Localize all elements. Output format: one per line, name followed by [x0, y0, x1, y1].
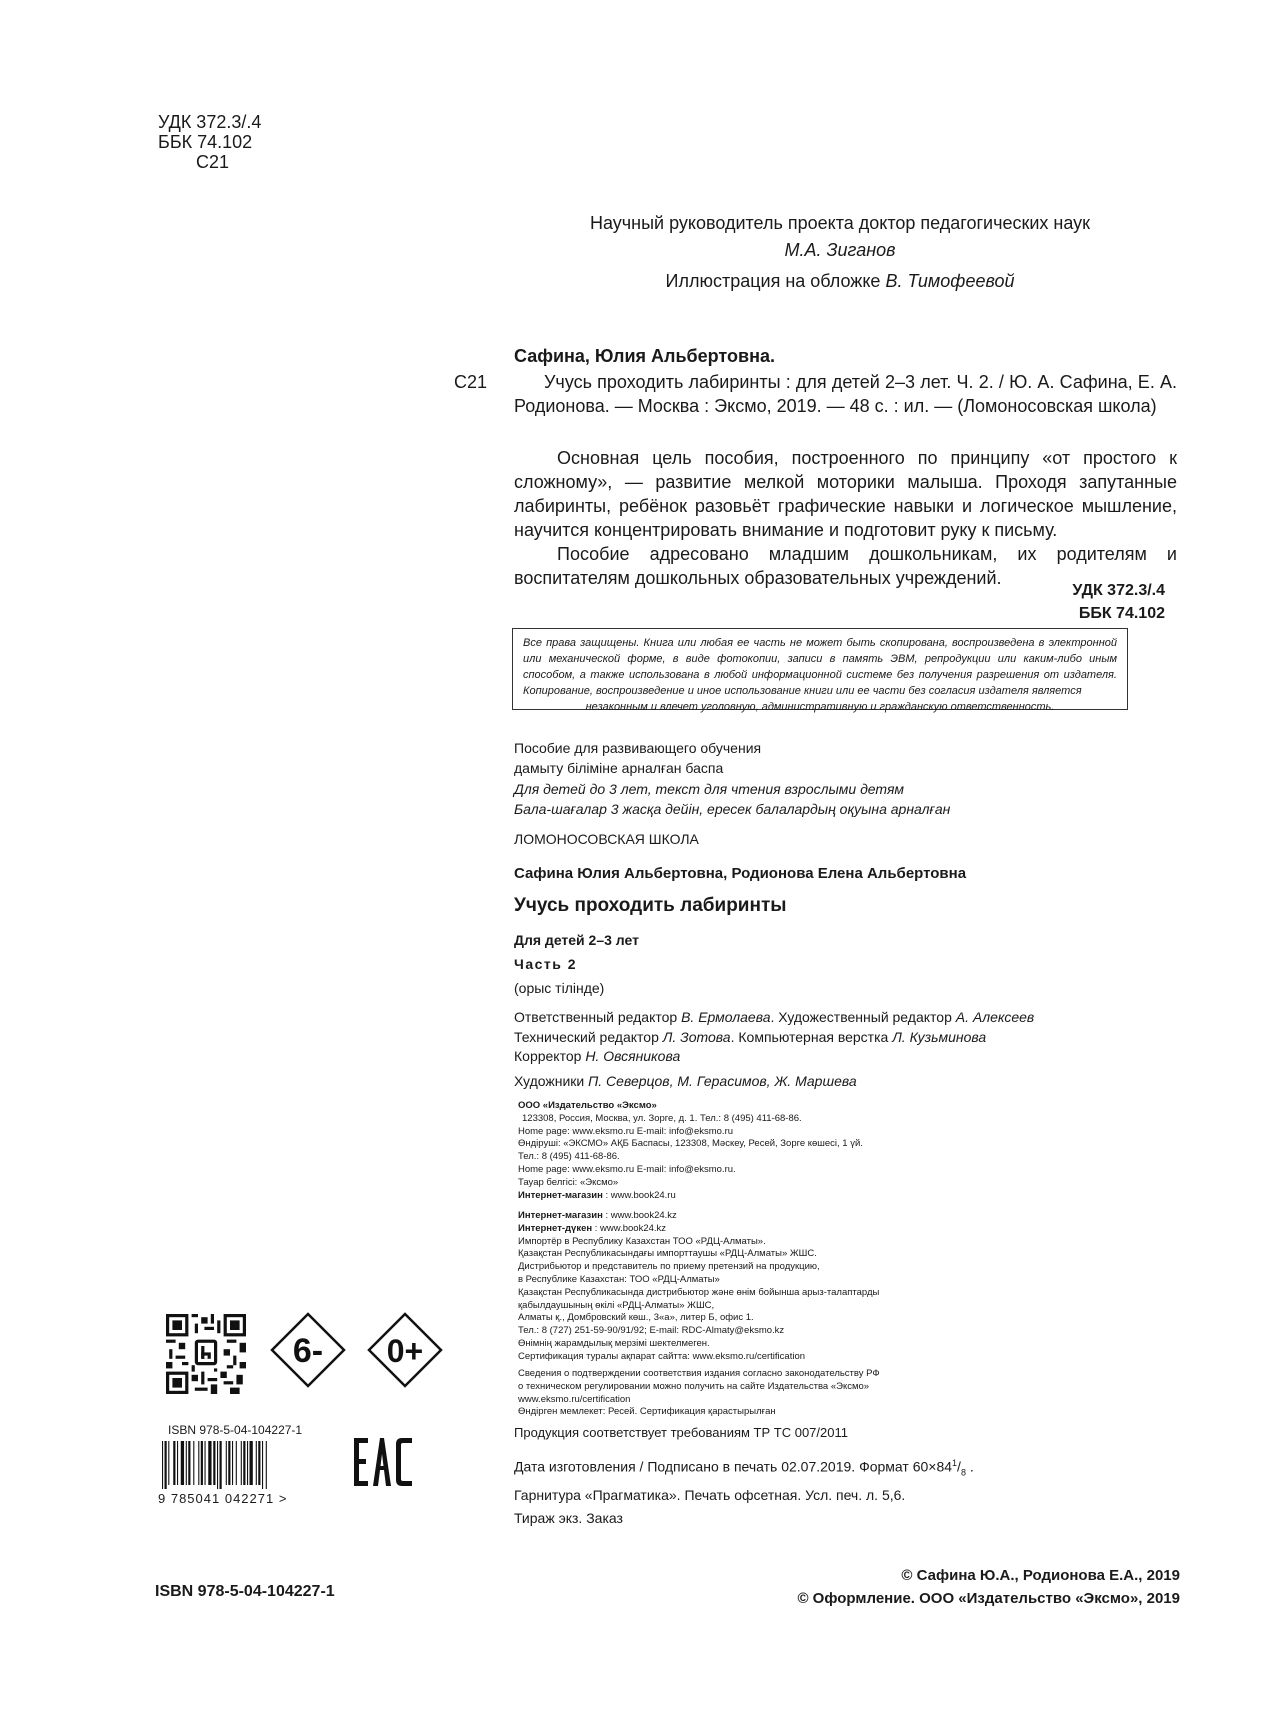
barcode-bar — [213, 1441, 215, 1485]
print-date-format: Дата изготовления / Подписано в печать 02.07.2019. Формат 60 — [514, 1458, 929, 1475]
editor-label: Ответственный редактор — [514, 1009, 682, 1025]
barcode-bar — [181, 1441, 184, 1485]
authors-line: Сафина Юлия Альбертовна, Родионова Елена Альбертовна — [514, 865, 967, 882]
format-height: 84 — [936, 1458, 953, 1475]
bib-classification — [940, 579, 1165, 625]
barcode-bar — [201, 1441, 203, 1485]
cover-illustration-credit — [520, 271, 1160, 292]
barcode-bar — [193, 1441, 194, 1485]
rights-text: Все права защищены. Книга или любая ее часть не может быть скопирована, воспроизведена в электронной или механической форме, в виде фотокопии, записи в память ЭВМ, репродукции или каким-либо иным способом, а также использована в любой информационной системе без получения разрешения от издателя. Копирование, воспроизведение и иное использование книги или ее части без согласия издателя является — [523, 637, 1117, 697]
certification-line: Өндірген мемлекет: Ресей. Сертификация қарастырылған — [518, 1406, 776, 1418]
book-language: (орыс тілінде) — [514, 980, 605, 996]
rights-notice-box — [512, 628, 1128, 713]
age-mark-6: 6- — [292, 1332, 324, 1370]
barcode-bar — [241, 1441, 242, 1485]
tech-editor-label: Технический редактор — [514, 1028, 663, 1045]
bib-author-heading: Сафина, Юлия Альбертовна. — [514, 346, 775, 366]
age-recommendation — [514, 779, 950, 819]
qr-code — [166, 1314, 246, 1394]
bib-bbk: ББК 74.102 — [1078, 605, 1165, 622]
corrector-name: Н. Овсяникова — [585, 1048, 681, 1064]
certification-line: о техническом регулировании можно получить на сайте Издательства «Эксмо» — [518, 1380, 870, 1392]
certification-line: Сведения о подтверждении соответствия издания согласно законодательству РФ — [518, 1368, 880, 1379]
shop-label: Интернет-магазин — [518, 1210, 603, 1221]
publisher-line: Алматы қ., Домбровский көш., 3«а», литер Б, офис 1. — [518, 1312, 754, 1324]
shop-url: : www.book24.kz — [602, 1210, 677, 1221]
barcode-bar — [262, 1441, 263, 1489]
barcode-bar — [173, 1441, 175, 1485]
print-line-3: Тираж экз. Заказ — [514, 1510, 623, 1527]
publisher-line: Қазақстан Республикасында дистрибьютор және өнім бойынша арыз-талаптарды — [518, 1286, 880, 1298]
publisher-line: Өндіруші: «ЭКСМО» АҚБ Баспасы, 123308, Мәскеу, Ресей, Зорге көшесі, 1 үй. — [518, 1138, 863, 1150]
barcode-bar — [168, 1441, 169, 1485]
certification-info — [518, 1368, 880, 1419]
copyright-design: © Оформление. ООО «Издательство «Эксмо», 2019 — [797, 1590, 1180, 1607]
age-mark-0plus: 0+ — [386, 1333, 424, 1369]
illustration-prefix: Иллюстрация на обложке — [665, 271, 886, 291]
compliance-statement: Продукция соответствует требованиям ТР ТС 007/2011 — [514, 1425, 848, 1440]
barcode-bar — [162, 1441, 163, 1489]
format-fraction-num: 1 — [952, 1458, 958, 1468]
editorial-staff — [514, 1008, 1034, 1067]
barcode — [160, 1441, 310, 1489]
shop-label: Интернет-дүкен — [518, 1222, 593, 1234]
barcode-bar — [258, 1441, 260, 1485]
barcode-bar — [177, 1441, 178, 1485]
supervisor-line: Научный руководитель проекта доктор педагогических наук — [589, 213, 1091, 233]
artists-line — [514, 1071, 857, 1091]
bib-abstract — [514, 446, 1177, 590]
corrector-label: Корректор — [514, 1048, 586, 1064]
barcode-bar — [232, 1441, 233, 1485]
barcode-digits: 9 785041 042271 > — [158, 1491, 288, 1506]
format-end: . — [965, 1458, 974, 1475]
staff-line-1 — [514, 1008, 1034, 1028]
book-part: Часть 2 — [514, 956, 578, 972]
format-fraction-den: 8 — [960, 1467, 966, 1478]
publisher-line: Тауар белгісі: «Эксмо» — [518, 1176, 619, 1188]
bib-author-mark: С21 — [454, 372, 488, 392]
publisher-line — [518, 1223, 879, 1236]
publisher-line — [518, 1210, 879, 1223]
barcode-bar — [243, 1441, 245, 1485]
publisher-line: Home page: www.eksmo.ru E-mail: info@eksmo.ru — [518, 1125, 734, 1137]
barcode-bar — [205, 1441, 206, 1485]
certification-line: www.eksmo.ru/certification — [518, 1393, 631, 1405]
bbk-code: ББК 74.102 — [158, 132, 253, 152]
bib-description: Учусь проходить лабиринты : для детей 2–3 лет. Ч. 2. / Ю. А. Сафина, Е. А. Родионова. — Москва : Эксмо, 2019. — 48 с. : ил. — (Ломоносовская школа) — [514, 372, 1177, 416]
barcode-bar — [220, 1441, 222, 1489]
publication-type-kz: дамыту біліміне арналған баспа — [514, 760, 724, 776]
copyright-authors: © Сафина Ю.А., Родионова Е.А., 2019 — [901, 1567, 1180, 1584]
barcode-bar — [256, 1441, 257, 1485]
abstract-paragraph-1: Основная цель пособия, построенного по принципу «от простого к сложному», — развитие мелкой моторики малыша. Проходя запутанные лабиринты, ребёнок разовьёт графические навыки и логическое мышление, научится концентрировать внимание и подготовит руку к письму. — [514, 448, 1177, 540]
barcode-bar — [250, 1441, 253, 1485]
barcode-bar — [217, 1441, 218, 1489]
book-age-line: Для детей 2–3 лет — [514, 932, 639, 948]
format-multiply: × — [928, 1458, 937, 1475]
age-recommendation-kz: Бала-шағалар 3 жасқа дейін, ересек балалардың оқуына арналған — [514, 801, 951, 817]
tech-editor-name: Л. Зотова — [662, 1028, 731, 1045]
age-mark-diamond — [367, 1312, 443, 1388]
publisher-line: Импортёр в Республику Казахстан ТОО «РДЦ-Алматы». — [518, 1235, 766, 1247]
publisher-line: Дистрибьютор и представитель по приему претензий на продукцию, — [518, 1261, 820, 1273]
shop-label: Интернет-магазин — [518, 1189, 603, 1201]
barcode-bar — [198, 1441, 199, 1485]
publisher-line: Өнімнің жарамдылық мерзімі шектелмеген. — [518, 1337, 710, 1349]
publisher-info-russia — [518, 1100, 863, 1202]
barcode-bar — [247, 1441, 248, 1485]
barcode-bar — [236, 1441, 237, 1485]
publisher-line: 123308, Россия, Москва, ул. Зорге, д. 1. Тел.: 8 (495) 411-68-86. — [522, 1112, 802, 1124]
publisher-line: Тел.: 8 (727) 251-59-90/91/92; E-mail: RDC-Almaty@eksmo.kz — [518, 1325, 785, 1337]
publisher-line — [518, 1190, 863, 1203]
barcode-bar — [188, 1441, 190, 1485]
staff-line-3 — [514, 1047, 1034, 1067]
abstract-paragraph-2: Пособие адресовано младшим дошкольникам, их родителям и воспитателям дошкольных образовательных учреждений. — [514, 544, 1177, 588]
barcode-isbn-label: ISBN 978-5-04-104227-1 — [168, 1423, 303, 1437]
publisher-line: Қазақстан Республикасындағы импорттаушы «РДЦ-Алматы» ЖШС. — [518, 1248, 817, 1260]
art-editor-label: . Художественный редактор — [770, 1009, 956, 1025]
udk-code: УДК 372.3/.4 — [158, 112, 262, 132]
barcode-bar — [226, 1441, 227, 1485]
editor-name: В. Ермолаева — [681, 1009, 771, 1025]
staff-line-2 — [514, 1028, 1034, 1048]
publisher-info-kazakhstan — [518, 1210, 879, 1364]
bib-udk: УДК 372.3/.4 — [1072, 582, 1165, 599]
artists-names: П. Северцов, М. Герасимов, Ж. Маршева — [588, 1073, 857, 1089]
shop-url: : www.book24.kz — [592, 1222, 667, 1234]
rights-text-last: незаконным и влечет уголовную, административную и гражданскую ответственность. — [585, 701, 1055, 713]
print-details — [514, 1452, 974, 1530]
publisher-line: қабылдаушының өкілі «РДЦ-Алматы» ЖШС, — [518, 1299, 715, 1311]
copyright-block — [710, 1564, 1180, 1610]
publisher-name: ООО «Издательство «Эксмо» — [518, 1100, 657, 1111]
publisher-line: Home page: www.eksmo.ru E-mail: info@eksmo.ru. — [518, 1163, 736, 1175]
series-name: ЛОМОНОСОВСКАЯ ШКОЛА — [514, 831, 699, 847]
publisher-line: Сертификация туралы ақпарат сайтта: www.eksmo.ru/certification — [518, 1350, 806, 1362]
publisher-line: Тел.: 8 (495) 411-68-86. — [518, 1151, 620, 1163]
classification-block — [158, 112, 261, 172]
print-line-1: Дата изготовления / Подписано в печать 02.07.2019. Формат $60\times 84^1/_8$ . — [514, 1458, 974, 1478]
isbn-footer: ISBN 978-5-04-104227-1 — [155, 1583, 335, 1600]
publisher-line: в Республике Казахстан: ТОО «РДЦ-Алматы» — [518, 1273, 720, 1285]
book-title: Учусь проходить лабиринты — [514, 895, 787, 916]
barcode-bar — [228, 1441, 230, 1485]
age-recommendation-ru: Для детей до 3 лет, текст для чтения взрослыми детям — [514, 781, 905, 797]
publication-type-ru: Пособие для развивающего обучения — [514, 740, 762, 756]
book-subtitle — [514, 928, 639, 976]
barcode-bar — [165, 1441, 167, 1489]
print-line-2: Гарнитура «Прагматика». Печать офсетная. Усл. печ. л. 5,6. — [514, 1487, 906, 1504]
eac-mark-icon — [352, 1436, 416, 1488]
supervisor-name: М.А. Зиганов — [784, 240, 896, 260]
author-mark: С21 — [196, 152, 230, 172]
barcode-bar — [208, 1441, 211, 1485]
layout-label: . Компьютерная верстка — [730, 1028, 893, 1045]
barcode-bar — [266, 1441, 267, 1489]
layout-name: Л. Кузьминова — [892, 1028, 987, 1045]
art-editor-name: А. Алексеев — [955, 1009, 1035, 1025]
scientific-supervisor — [520, 210, 1160, 264]
artists-label: Художники — [514, 1073, 589, 1089]
barcode-bar — [186, 1441, 187, 1485]
publication-type — [514, 738, 761, 778]
shop-url: : www.book24.ru — [602, 1189, 676, 1201]
age-mark-diamond — [270, 1312, 346, 1388]
illustrator-name: В. Тимофеевой — [885, 271, 1015, 291]
